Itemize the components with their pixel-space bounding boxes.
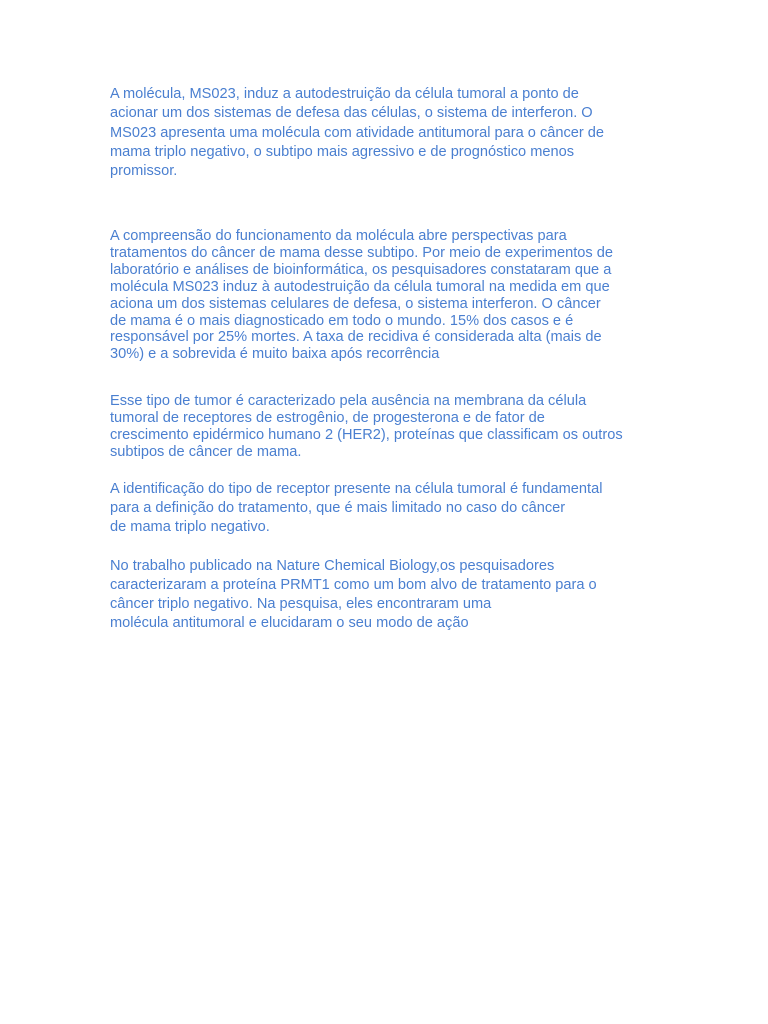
paragraph-3-line-1: Esse tipo de tumor é caracterizado pela ausência na membrana da célula bbox=[110, 393, 587, 409]
paragraph-3-line-3: crescimento epidérmico humano 2 (HER2), proteínas que classificam os outros bbox=[110, 426, 623, 443]
paragraph-2-line-3: laboratório e análises de bioinformática, os pesquisadores constataram que a bbox=[110, 261, 612, 278]
paragraph-2-line-4: molécula MS023 induz à autodestruição da célula tumoral na medida em que bbox=[110, 278, 610, 295]
paragraph-5-line-2: caracterizaram a proteína PRMT1 como um bom alvo de tratamento para o bbox=[110, 577, 597, 593]
paragraph-4 bbox=[110, 480, 602, 537]
paragraph-5 bbox=[110, 557, 597, 633]
paragraph-3-line-2: tumoral de receptores de estrogênio, de progesterona e de fator de bbox=[110, 409, 545, 426]
paragraph-3-line-4: subtipos de câncer de mama. bbox=[110, 443, 302, 460]
paragraph-1-line-2: acionar um dos sistemas de defesa das células, o sistema de interferon. O bbox=[110, 105, 593, 122]
paragraph-4-line-1: A identificação do tipo de receptor presente na célula tumoral é fundamental bbox=[110, 481, 603, 497]
paragraph-2-line-1: A compreensão do funcionamento da molécula abre perspectivas para bbox=[110, 228, 567, 244]
paragraph-5-line-3: câncer triplo negativo. Na pesquisa, eles encontraram uma bbox=[110, 596, 492, 612]
paragraph-2-line-6: de mama é o mais diagnosticado em todo o mundo. 15% dos casos e é bbox=[110, 312, 574, 329]
paragraph-1-line-1: A molécula, MS023, induz a autodestruição da célula tumoral a ponto de bbox=[110, 86, 579, 102]
paragraph-2-line-7: responsável por 25% mortes. A taxa de recidiva é considerada alta (mais de bbox=[110, 329, 602, 346]
paragraph-1 bbox=[110, 85, 604, 181]
paragraph-4-line-2: para a definição do tratamento, que é mais limitado no caso do câncer bbox=[110, 500, 566, 516]
paragraph-2-line-5: aciona um dos sistemas celulares de defesa, o sistema interferon. O câncer bbox=[110, 295, 601, 312]
paragraph-5-line-4: molécula antitumoral e elucidaram o seu modo de ação bbox=[110, 615, 469, 631]
paragraph-1-line-3: MS023 apresenta uma molécula com atividade antitumoral para o câncer de bbox=[110, 124, 605, 141]
paragraph-2-line-8: 30%) e a sobrevida é muito baixa após recorrência bbox=[110, 346, 440, 363]
paragraph-2-line-2: tratamentos do câncer de mama desse subtipo. Por meio de experimentos de bbox=[110, 244, 613, 261]
paragraph-2 bbox=[110, 228, 613, 363]
paragraph-3 bbox=[110, 393, 623, 461]
paragraph-1-line-4: mama triplo negativo, o subtipo mais agressivo e de prognóstico menos bbox=[110, 143, 574, 160]
paragraph-1-line-5: promissor. bbox=[110, 163, 178, 180]
paragraph-5-line-1: No trabalho publicado na Nature Chemical Biology,os pesquisadores bbox=[110, 558, 555, 574]
paragraph-4-line-3: de mama triplo negativo. bbox=[110, 519, 270, 535]
